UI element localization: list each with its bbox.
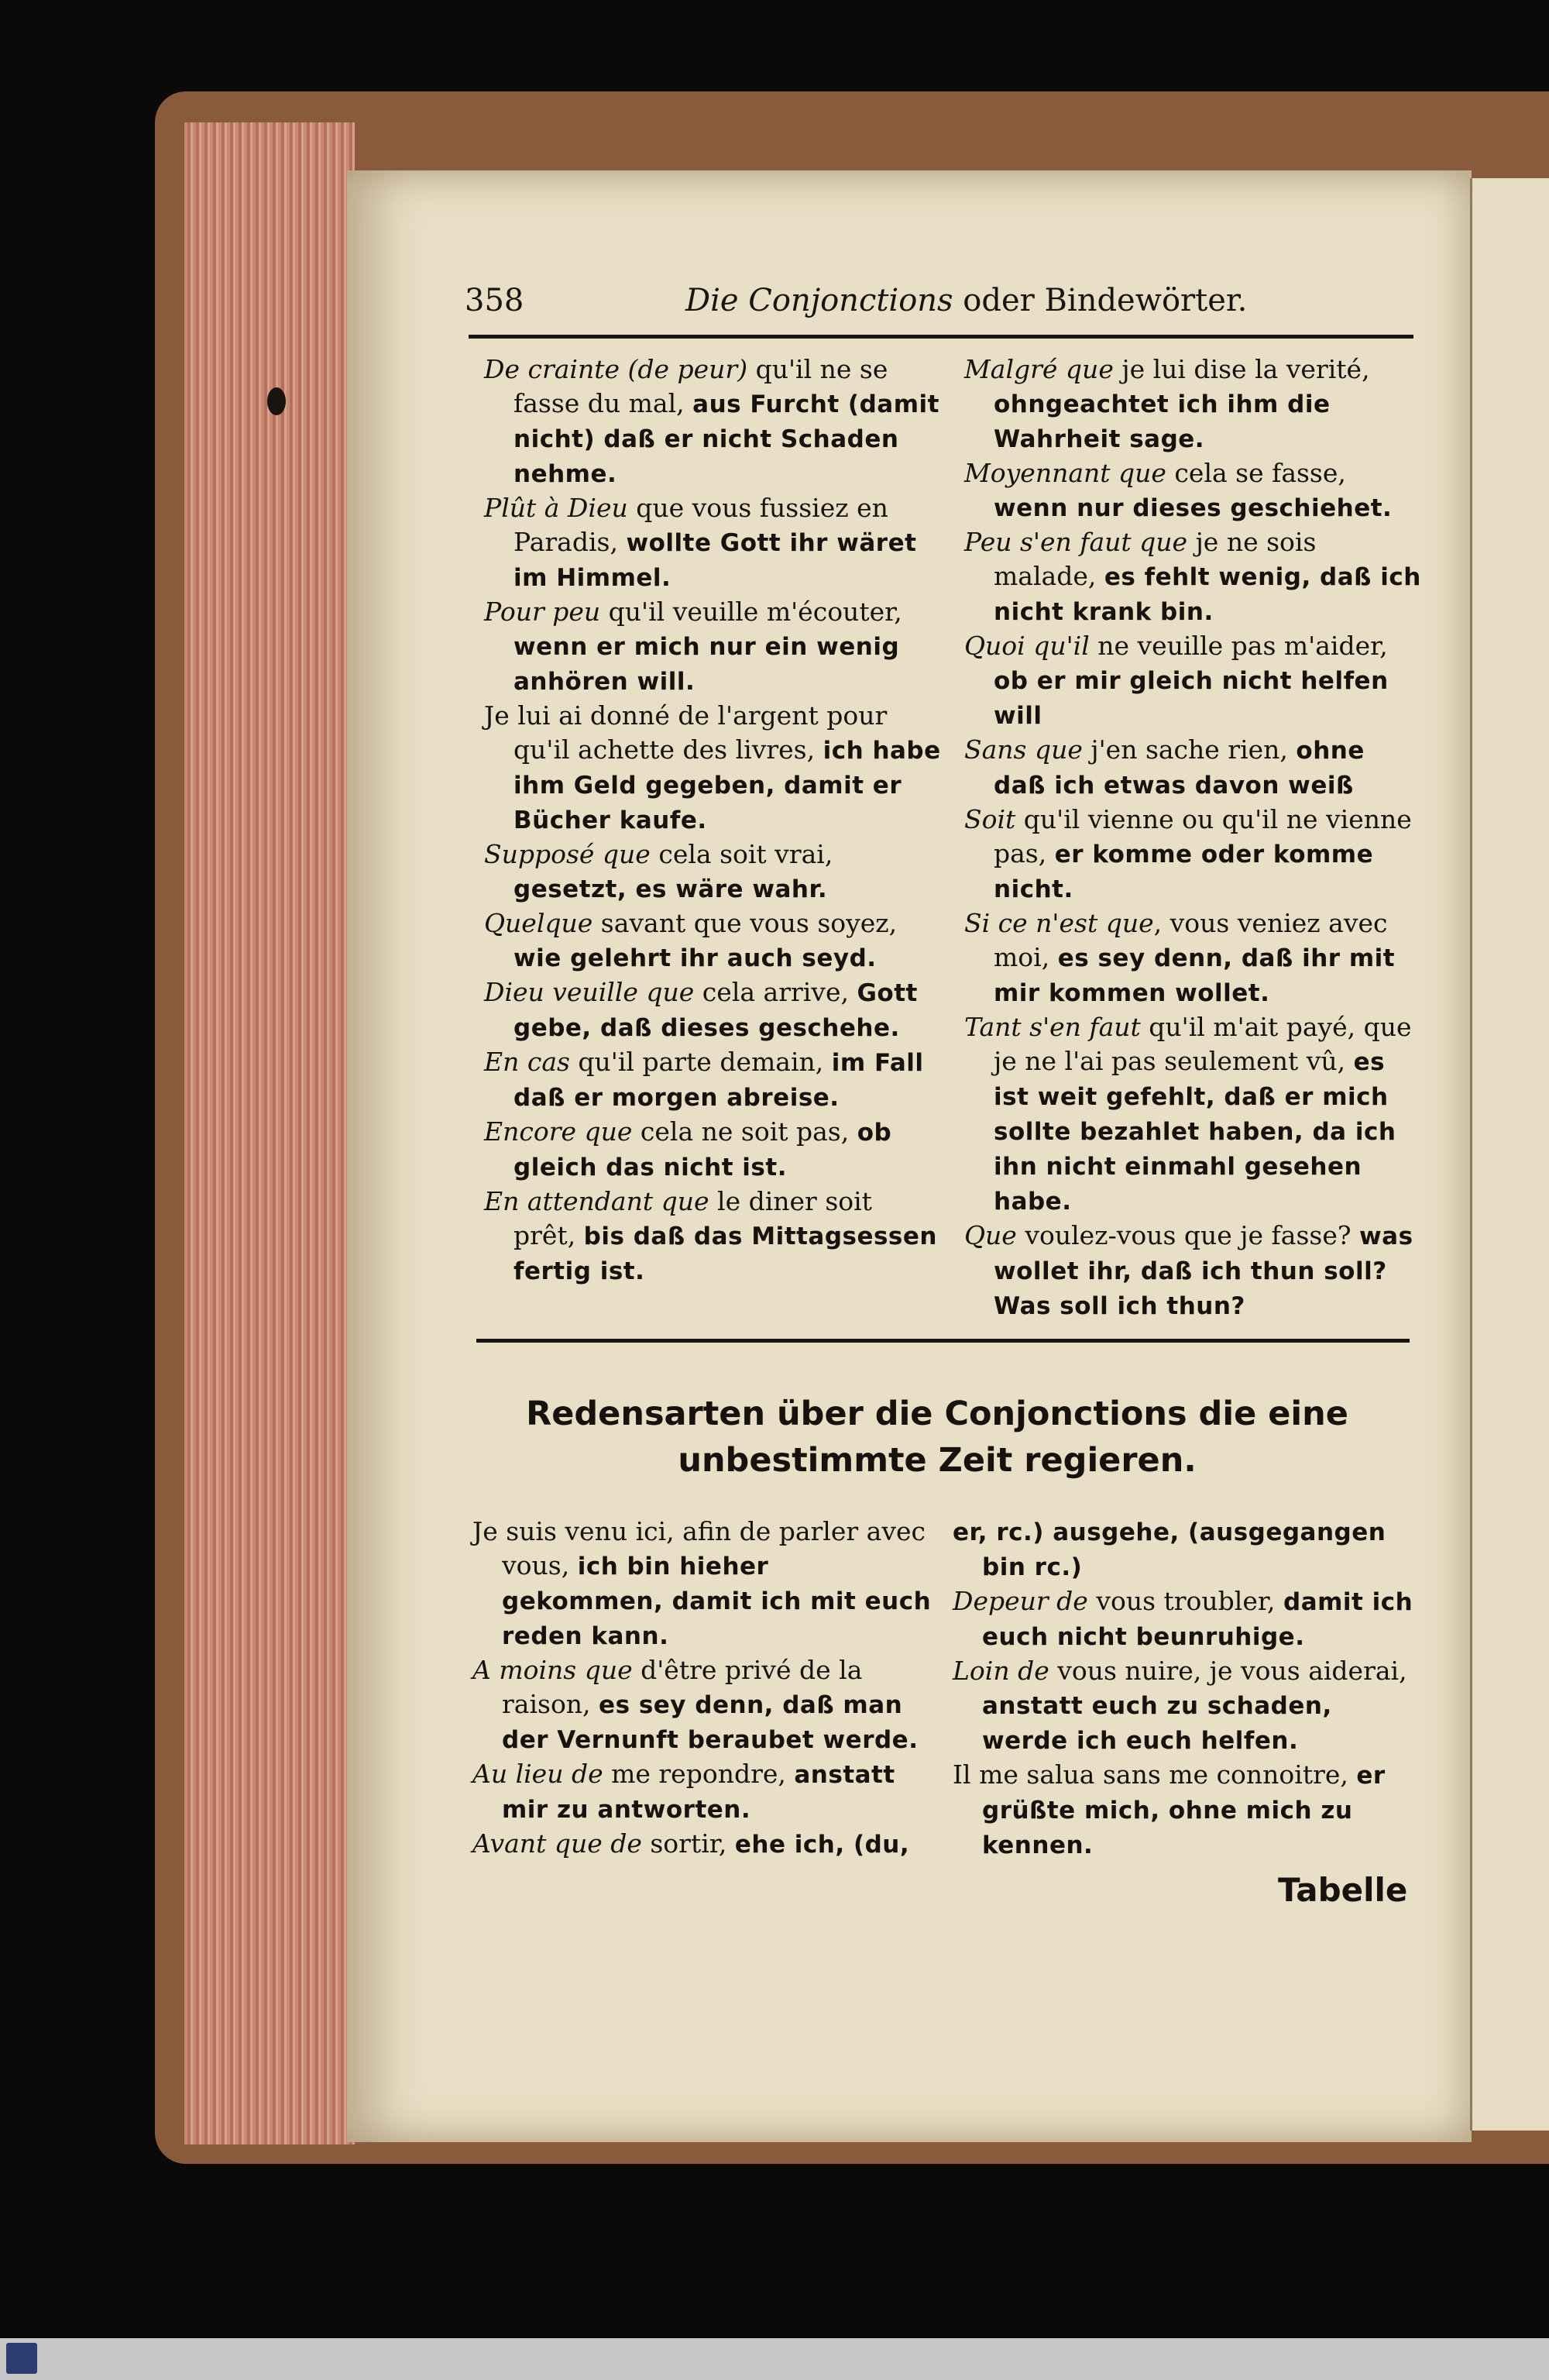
french-text: cela se fasse, [1166,458,1346,488]
french-phrase: Au lieu de [472,1759,603,1789]
french-phrase: Avant que de [472,1828,642,1859]
german-translation: was wollet ihr, daß ich thun soll? Was soll ich thun? [994,1223,1413,1320]
french-text: Je lui ai donné de l'argent pour qu'il achette des livres, [484,700,888,765]
french-text: qu'il parte demain, [569,1047,832,1077]
french-phrase: En cas [484,1047,570,1077]
german-translation: ehe ich, (du, [734,1831,910,1859]
french-phrase: Sans que [964,734,1083,765]
french-phrase: Peu s'en faut que [964,527,1188,557]
right-page-edge [1470,178,1549,2131]
library-logo-icon [6,2343,37,2374]
entry [964,906,1421,1010]
german-translation: wenn er mich nur ein wenig anhören will. [513,633,900,696]
entry [964,803,1421,906]
entry [484,1115,941,1185]
german-translation: es fehlt wenig, daß ich nicht krank bin. [994,563,1421,626]
german-translation: es ist weit gefehlt, daß er mich sollte bezahlet haben, da ich ihn nicht einmahl gesehen habe. [994,1048,1396,1216]
german-translation: ohngeachtet ich ihm die Wahrheit sage. [994,390,1331,453]
french-text: sortir, [641,1828,735,1859]
german-translation: es sey denn, daß ihr mit mir kommen wollet. [994,944,1396,1007]
french-text: je lui dise la verité, [1113,354,1370,384]
entry [964,1219,1421,1323]
french-text: me repondre, [603,1759,795,1789]
french-phrase: Dieu veuille que [484,977,695,1007]
entry [484,1045,941,1115]
french-text: , vous veniez avec moi, [994,908,1388,972]
french-text: cela arrive, [694,977,857,1007]
left-column [484,353,941,1288]
french-phrase: A moins que [472,1655,633,1685]
entry [484,491,941,595]
running-title-italic: Die Conjonctions [685,283,953,318]
french-text: j'en sache rien, [1082,734,1297,765]
entry [953,1515,1413,1584]
entry [953,1758,1413,1862]
french-text: Il me salua sans me connoitre, [953,1759,1357,1790]
entry [953,1584,1413,1654]
german-translation: ich habe ihm Geld gegeben, damit er Bücher kaufe. [513,737,941,834]
french-phrase: Que [964,1220,1017,1250]
entry [472,1827,937,1862]
german-translation: im Fall daß er morgen abreise. [513,1049,924,1112]
french-phrase: Encore que [484,1116,633,1147]
entry [484,975,941,1045]
french-phrase: Plût à Dieu [484,493,628,523]
german-translation: es sey denn, daß man der Vernunft beraubet werde. [502,1691,919,1754]
german-translation: ob gleich das nicht ist. [513,1119,892,1181]
french-text: cela soit vrai, [650,839,833,869]
french-phrase: Soit [964,804,1016,834]
french-phrase: Si ce n'est que [964,908,1154,938]
entry [472,1757,937,1827]
french-text: vous nuire, je vous aiderai, [1049,1656,1407,1686]
german-translation: damit ich euch nicht beunruhige. [982,1588,1413,1651]
entry [964,1010,1421,1219]
section-rule [476,1339,1410,1343]
french-text: savant que vous soyez, [592,908,898,938]
german-translation: er grüßte mich, ohne mich zu kennen. [982,1762,1386,1859]
entry [472,1653,937,1757]
entry [964,353,1421,456]
german-translation: er komme oder komme nicht. [994,841,1374,903]
right-column [964,353,1421,1323]
entry [484,353,941,491]
entry [484,595,941,699]
french-phrase: Pour peu [484,597,601,627]
french-text: vous troubler, [1087,1586,1284,1616]
running-title [685,283,1247,318]
french-phrase: Quoi qu'il [964,631,1090,661]
catchword: Tabelle [1278,1871,1408,1909]
french-text: voulez-vous que je fasse? [1016,1220,1360,1250]
entry [953,1654,1413,1758]
entry [472,1515,937,1653]
french-text: cela ne soit pas, [632,1116,857,1147]
french-text: qu'il veuille m'écouter, [600,597,902,627]
german-translation: anstatt euch zu schaden, werde ich euch helfen. [982,1692,1332,1755]
entry [484,837,941,906]
french-phrase: De crainte (de peur) [484,354,748,384]
french-phrase: Tant s'en faut [964,1012,1141,1042]
german-translation: Gott gebe, daß dieses geschehe. [513,979,918,1042]
french-phrase: En attendant que [484,1186,709,1216]
german-translation: ohne daß ich etwas davon weiß [994,737,1365,800]
entry [484,699,941,837]
french-text: d'être privé de la raison, [502,1655,863,1719]
french-phrase: Quelque [484,908,593,938]
page-hole [267,387,286,415]
bottom-strip [0,2338,1549,2380]
left-column-2 [472,1515,937,1862]
french-phrase: Loin de [953,1656,1049,1686]
french-phrase: Depeur de [953,1586,1088,1616]
german-translation: er, rc.) ausgehe, (ausgegangen bin rc.) [953,1518,1386,1581]
german-translation: wenn nur dieses geschiehet. [994,494,1393,522]
german-translation: wollte Gott ihr wäret im Himmel. [513,529,917,592]
french-phrase: Malgré que [964,354,1114,384]
header-rule [469,335,1413,339]
french-text: qu'il m'ait payé, que je ne l'ai pas seulement vû, [994,1012,1412,1076]
page-header [465,283,1413,329]
french-phrase: Moyennant que [964,458,1166,488]
entry [484,906,941,975]
page-number: 358 [465,283,524,318]
entry [964,456,1421,525]
running-title-rest: oder Bindewörter. [953,283,1248,318]
german-translation: aus Furcht (damit nicht) daß er nicht Schaden nehme. [513,390,939,488]
page-stack-edge [184,122,355,2144]
entry [964,525,1421,629]
german-translation: ich bin hieher gekommen, damit ich mit euch reden kann. [502,1553,932,1650]
french-text: qu'il vienne ou qu'il ne vienne pas, [994,804,1412,868]
section-title: Redensarten über die Conjonctions die eine unbestimmte Zeit regieren. [526,1395,1348,1480]
french-text: le diner soit prêt, [513,1186,872,1250]
entry [964,629,1421,733]
french-text: Je suis venu ici, afin de parler avec vous, [472,1516,926,1580]
french-phrase: Supposé que [484,839,651,869]
german-translation: ob er mir gleich nicht helfen will [994,667,1389,730]
right-column-2 [953,1515,1413,1862]
french-text: que vous fussiez en Paradis, [513,493,888,557]
german-translation: bis daß das Mittagsessen fertig ist. [513,1223,937,1285]
french-text: ne veuille pas m'aider, [1089,631,1388,661]
entry [964,733,1421,803]
german-translation: wie gelehrt ihr auch seyd. [513,944,877,972]
german-translation: anstatt mir zu antworten. [502,1761,895,1824]
entry [484,1185,941,1288]
french-text: je ne sois malade, [994,527,1317,591]
german-translation: gesetzt, es wäre wahr. [513,875,828,903]
french-text: qu'il ne se fasse du mal, [513,354,888,418]
